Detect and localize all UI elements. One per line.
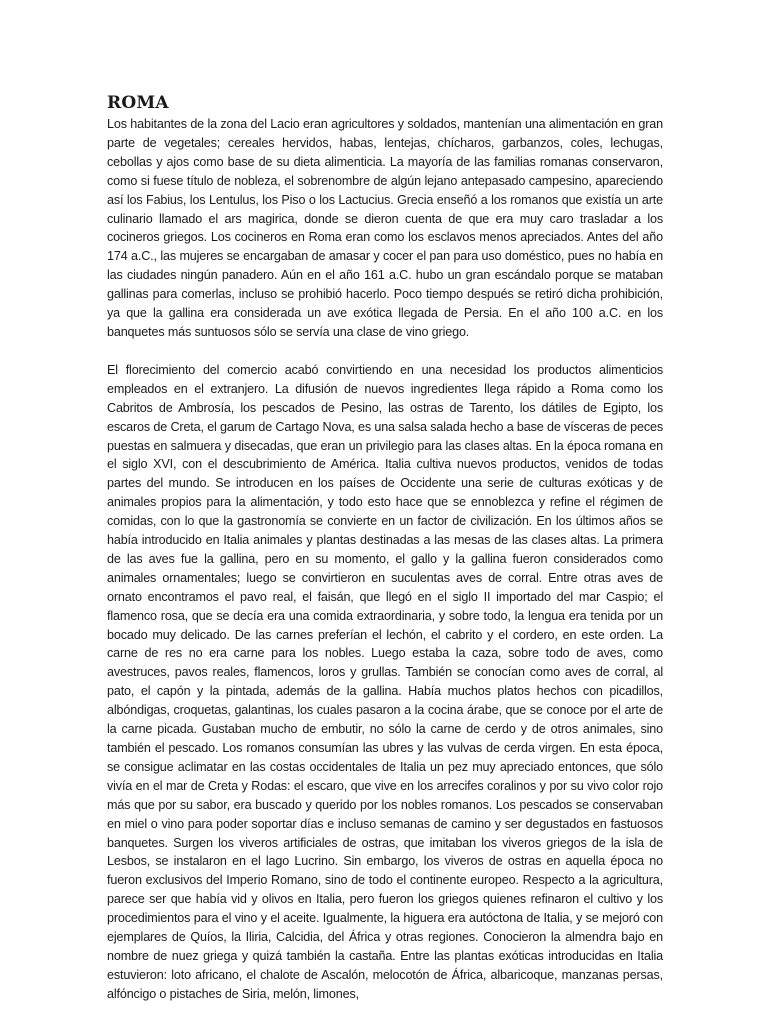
document-title: ROMA bbox=[107, 93, 169, 113]
document-page bbox=[107, 92, 663, 1004]
paragraph-1: Los habitantes de la zona del Lacio eran agricultores y soldados, mantenían una alimentación en gran parte de vegetales; cereales hervidos, habas, lentejas, chícharos, garbanzos, coles, lechugas, cebollas y ajos como base de su dieta alimenticia. La mayoría de las familias romanas conservaron, como si fuese título de nobleza, el sobrenombre de algún lejano antepasado campesino, apareciendo así los Fabius, los Lentulus, los Piso o los Lactucius. Grecia enseñó a los romanos que existía un arte culinario llamado el ars magirica, donde se dieron cuenta de que era muy caro trasladar a los cocineros griegos. Los cocineros en Roma eran como los esclavos menos apreciados. Antes del año 174 a.C., las mujeres se encargaban de amasar y cocer el pan para uso doméstico, pues no había en las ciudades ningún panadero. Aún en el año 161 a.C. hubo un gran escándalo porque se mataban gallinas para comerlas, incluso se prohibió hacerlo. Poco tiempo después se retiró dicha prohibición, ya que la gallina era considerada un ave exótica llegada de Persia. En el año 100 a.C. en los banquetes más suntuosos sólo se servía una clase de vino griego. bbox=[107, 117, 663, 339]
paragraph-2: El florecimiento del comercio acabó convirtiendo en una necesidad los productos alimenticios empleados en el extranjero. La difusión de nuevos ingredientes llega rápido a Roma como los Cabritos de Ambrosía, los pescados de Pesino, las ostras de Tarento, los dátiles de Egipto, los escaros de Creta, el garum de Cartago Nova, es una salsa salada hecho a base de vísceras de peces puestas en salmuera y disecadas, que eran un privilegio para las clases altas. En la época romana en el siglo XVI, con el descubrimiento de América. Italia cultiva nuevos productos, venidos de todas partes del mundo. Se introducen en los países de Occidente una serie de culturas exóticas y de animales propios para la alimentación, y todo esto hace que se ennoblezca y refine el régimen de comidas, con lo que la gastronomía se convierte en un factor de civilización. En los últimos años se había introducido en Italia animales y plantas destinadas a las mesas de las clases altas. La primera de las aves fue la gallina, pero en su momento, el gallo y la gallina fueron considerados como animales ornamentales; luego se convirtieron en suculentas aves de corral. Entre otras aves de ornato encontramos el pavo real, el faisán, que llegó en el siglo II importado del mar Caspio; el flamenco rosa, que se decía era una comida extraordinaria, y sobre todo, la lengua era tenida por un bocado muy delicado. De las carnes preferían el lechón, el cabrito y el cordero, en este orden. La carne de res no era carne para los nobles. Luego estaba la caza, sobre todo de aves, como avestruces, pavos reales, flamencos, loros y grullas. También se conocían como aves de corral, al pato, el capón y la pintada, además de la gallina. Había muchos platos hechos con picadillos, albóndigas, croquetas, galantinas, los cuales pasaron a la cocina árabe, que se conoce por el arte de la carne picada. Gustaban mucho de embutir, no sólo la carne de cerdo y de otros animales, sino también el pescado. Los romanos consumían las ubres y las vulvas de cerda virgen. En esta época, se consigue aclimatar en las costas occidentales de Italia un pez muy apreciado entonces, que sólo vivía en el mar de Creta y Rodas: el escaro, que vive en los arrecifes coralinos y por su vivo color rojo más que por su sabor, era buscado y querido por los nobles romanos. Los pescados se conservaban en miel o vino para poder soportar días e incluso semanas de camino y ser degustados en fastuosos banquetes. Surgen los viveros artificiales de ostras, que imitaban los viveros griegos de la isla de Lesbos, se instalaron en el lago Lucrino. Sin embargo, los viveros de ostras en aquella época no fueron exclusivos del Imperio Romano, sino de todo el continente europeo. Respecto a la agricultura, parece ser que había vid y olivos en Italia, pero fueron los griegos quienes refinaron el cultivo y los procedimientos para el vino y el aceite. Igualmente, la higuera era autóctona de Italia, y se mejoró con ejemplares de Quíos, la Iliria, Calcidia, del África y otras regiones. Conocieron la almendra bajo en nombre de nuez griega y quizá también la castaña. Entre las plantas exóticas introducidas en Italia estuvieron: loto africano, el chalote de Ascalón, melocotón de África, albaricoque, manzanas persas, alfóncigo o pistaches de Siria, melón, limones, bbox=[107, 362, 664, 1001]
